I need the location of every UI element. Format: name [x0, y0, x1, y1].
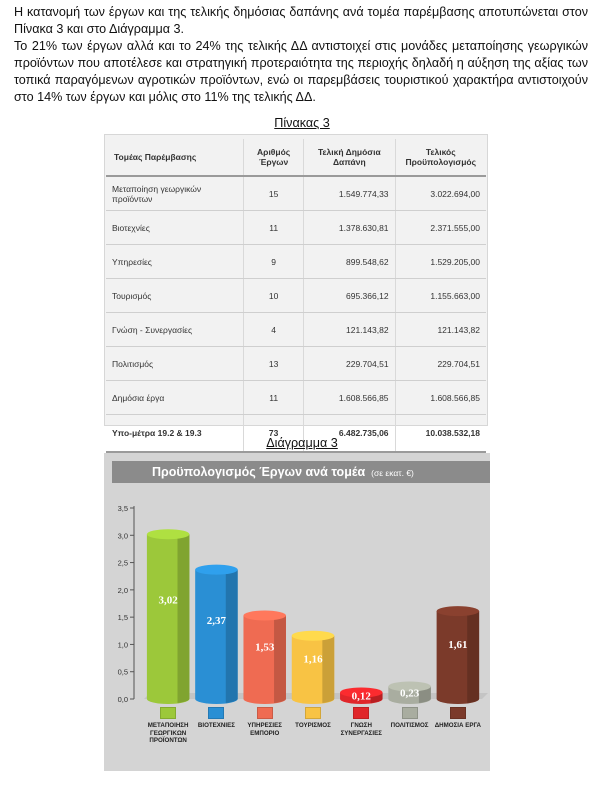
- chart-title-text: Προϋπολογισμός Έργων ανά τομέα: [152, 465, 366, 479]
- legend-item: [241, 707, 289, 737]
- legend-label: ΒΙΟΤΕΧΝΙΕΣ: [197, 722, 235, 729]
- cell-total-projects: 73: [244, 415, 304, 453]
- cell-public-expenditure: 695.366,12: [304, 279, 395, 313]
- bar-side-shade: [322, 636, 334, 703]
- legend-swatch: [402, 707, 418, 719]
- header-sector: Τομέας Παρέμβασης: [106, 139, 244, 176]
- table-header-row: [106, 139, 486, 176]
- legend-swatch: [257, 707, 273, 719]
- intro-paragraph-2: Το 21% των έργων αλλά και το 24% της τελικής ΔΔ αντιστοιχεί στις μονάδες μεταποίησης γεωργικών προϊόντων που αποτέλεσε και στρατηγική προτεραιότητα της περιοχής δηλαδή η αύξηση της αξίας των τοπικά παραγόμενων αγροτικών προϊόντων, ενώ οι παρεμβάσεις τουριστικού χαρακτήρα αντιστοιχούν στο 14% των έργων και μόλις στο 11% της τελικής ΔΔ.: [14, 39, 588, 104]
- intro-text: [14, 4, 588, 106]
- cell-projects: 11: [244, 211, 304, 245]
- cell-budget: 229.704,51: [395, 347, 486, 381]
- cell-projects: 9: [244, 245, 304, 279]
- cell-public-expenditure: 1.608.566,85: [304, 381, 395, 415]
- cell-public-expenditure: 229.704,51: [304, 347, 395, 381]
- cell-budget: 1.155.663,00: [395, 279, 486, 313]
- y-tick-label: 0,0: [117, 695, 128, 704]
- table-row: [106, 279, 486, 313]
- legend-swatch: [450, 707, 466, 719]
- legend-item: [386, 707, 434, 730]
- cell-public-expenditure: 1.378.630,81: [304, 211, 395, 245]
- y-tick-label: 3,0: [117, 531, 128, 541]
- cell-projects: 15: [244, 176, 304, 211]
- legend-swatch: [208, 707, 224, 719]
- bar-value-label: 1,61: [448, 639, 468, 652]
- table-row: [106, 211, 486, 245]
- y-tick-label: 3,5: [117, 504, 128, 513]
- bar-value-label: 1,16: [303, 653, 323, 666]
- cell-budget: 1.529.205,00: [395, 245, 486, 279]
- chart-subtitle: (σε εκατ. €): [371, 468, 414, 478]
- table-row: [106, 347, 486, 381]
- cell-public-expenditure: 121.143,82: [304, 313, 395, 347]
- legend-item: [434, 707, 482, 730]
- y-tick-label: 2,5: [117, 558, 128, 568]
- budget-chart: [104, 453, 490, 771]
- cell-sector: Πολιτισμός: [106, 347, 244, 381]
- bar-side-shade: [274, 616, 286, 703]
- cell-budget: 1.608.566,85: [395, 381, 486, 415]
- bar-value-label: 1,53: [255, 641, 275, 654]
- legend-item: [289, 707, 337, 730]
- header-projects: Αριθμός Έργων: [244, 139, 304, 176]
- legend-label: ΥΠΗΡΕΣΙΕΣ ΕΜΠΟΡΙΟ: [247, 722, 282, 737]
- table-row: [106, 245, 486, 279]
- bar-value-label: 0,23: [399, 687, 420, 700]
- y-tick-label: 2,0: [117, 585, 128, 595]
- legend-item: [144, 707, 192, 745]
- table-row: [106, 381, 486, 415]
- bar-top: [147, 529, 189, 539]
- cell-projects: 4: [244, 313, 304, 347]
- bar-side-shade: [177, 534, 189, 703]
- legend-label: ΤΟΥΡΙΣΜΟΣ: [295, 722, 331, 729]
- legend-label: ΓΝΩΣΗ ΣΥΝΕΡΓΑΣΙΕΣ: [340, 722, 382, 737]
- table-panel: [104, 134, 488, 438]
- cell-public-expenditure: 899.548,62: [304, 245, 395, 279]
- bar-top: [437, 606, 479, 616]
- cell-budget: 2.371.555,00: [395, 211, 486, 245]
- table-caption: Πίνακας 3: [274, 116, 330, 130]
- cell-total-budget: 10.038.532,18: [395, 415, 486, 453]
- cell-sector: Υπηρεσίες: [106, 245, 244, 279]
- sector-table: [106, 139, 486, 453]
- bar-side-shade: [467, 611, 479, 703]
- bar-top: [243, 611, 285, 621]
- y-tick-label: 1,5: [117, 613, 128, 623]
- header-budget: Τελικός Προϋπολογισμός: [395, 139, 486, 176]
- legend-item: [337, 707, 385, 737]
- legend-label: ΠΟΛΙΤΙΣΜΟΣ: [390, 722, 429, 729]
- cell-total-public-expenditure: 6.482.735,06: [304, 415, 395, 453]
- chart-legend: [104, 707, 490, 771]
- table-row: [106, 176, 486, 211]
- legend-label: ΜΕΤΑΠΟΙΗΣΗ ΓΕΩΡΓΙΚΩΝ ΠΡΟΪΟΝΤΩΝ: [147, 722, 189, 744]
- bar-top: [195, 565, 237, 575]
- legend-label: ΔΗΜΟΣΙΑ ΕΡΓΑ: [434, 722, 481, 729]
- y-tick-label: 1,0: [117, 640, 128, 650]
- cell-sector: Γνώση - Συνεργασίες: [106, 313, 244, 347]
- cell-projects: 10: [244, 279, 304, 313]
- bar-top: [292, 631, 334, 641]
- bar-value-label: 0,12: [351, 690, 371, 703]
- legend-swatch: [160, 707, 176, 719]
- cell-sector: Βιοτεχνίες: [106, 211, 244, 245]
- header-public-expenditure: Τελική Δημόσια Δαπάνη: [304, 139, 395, 176]
- intro-paragraph-1: Η κατανομή των έργων και της τελικής δημόσιας δαπάνης ανά τομέα παρέμβασης αποτυπώνεται στον Πίνακα 3 και στο Διάγραμμα 3.: [14, 5, 588, 36]
- legend-swatch: [353, 707, 369, 719]
- cell-projects: 11: [244, 381, 304, 415]
- cell-total-label: Υπο-μέτρα 19.2 & 19.3: [106, 415, 244, 453]
- bar-value-label: 3,02: [158, 594, 178, 607]
- chart-caption: Διάγραμμα 3: [266, 436, 338, 450]
- cell-budget: 3.022.694,00: [395, 176, 486, 211]
- cell-sector: Τουρισμός: [106, 279, 244, 313]
- bar-value-label: 2,37: [206, 614, 227, 627]
- cell-public-expenditure: 1.549.774,33: [304, 176, 395, 211]
- cell-projects: 13: [244, 347, 304, 381]
- cell-budget: 121.143,82: [395, 313, 486, 347]
- y-tick-label: 0,5: [117, 667, 128, 677]
- legend-item: [192, 707, 240, 730]
- legend-swatch: [305, 707, 321, 719]
- bar-side-shade: [226, 570, 238, 703]
- cell-sector: Δημόσια έργα: [106, 381, 244, 415]
- cell-sector: Μεταποίηση γεωργικών προϊόντων: [106, 176, 244, 211]
- table-row: [106, 313, 486, 347]
